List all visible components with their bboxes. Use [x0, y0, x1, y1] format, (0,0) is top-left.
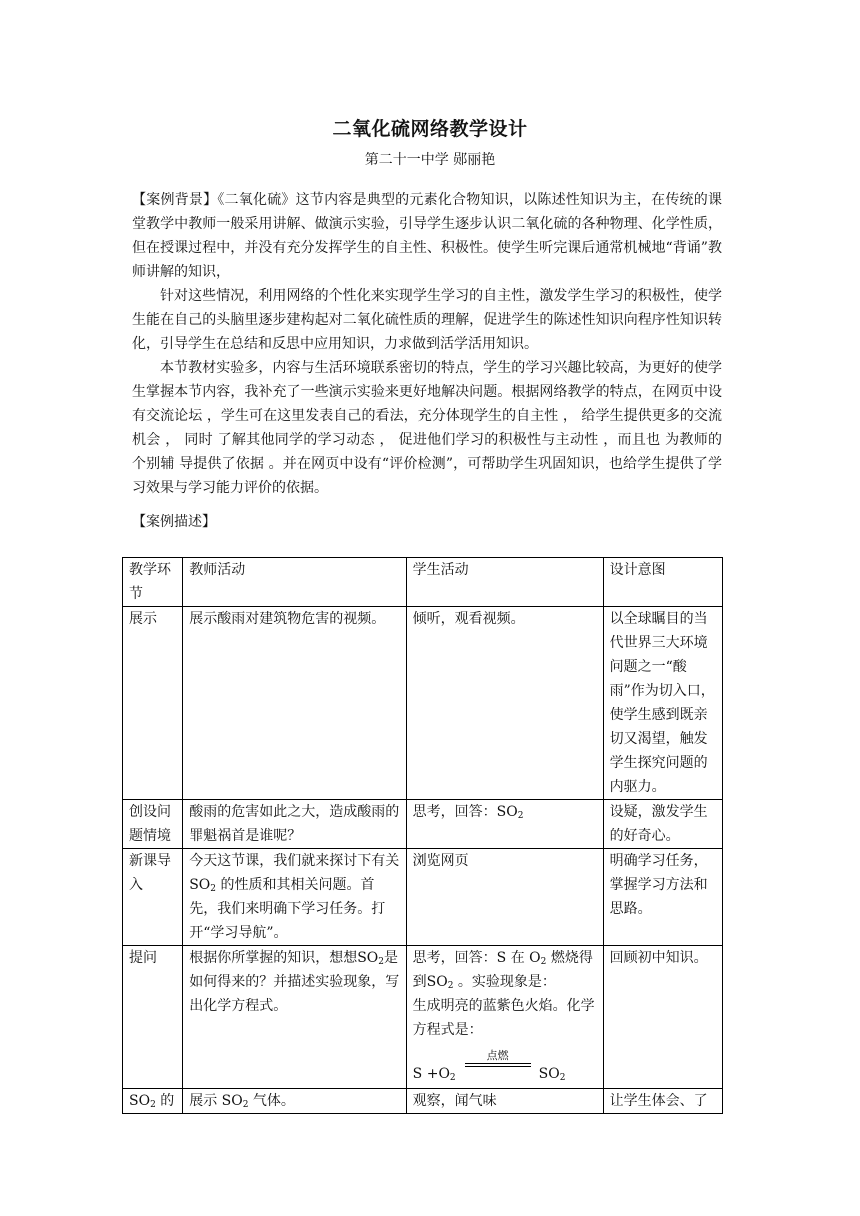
student-cell: [406, 800, 603, 849]
header-teacher: 教师活动: [183, 558, 406, 607]
teacher-cell: 酸雨的危害如此之大，造成酸雨的罪魁祸首是谁呢？: [183, 800, 406, 849]
stage-cell: 创设问题情境: [123, 800, 183, 849]
table-row: [123, 607, 723, 800]
intent-cell: 以全球瞩目的当代世界三大环境问题之一“酸雨”作为切入口，使学生感到既亲切又渴望，触发学生探究问题的内驱力。: [603, 607, 722, 800]
document-title: 二氧化硫网络教学设计: [332, 118, 528, 140]
reaction-condition: 点燃: [486, 1049, 509, 1062]
teacher-cell: [183, 946, 406, 1089]
student-text: 思考，回答：SO: [412, 804, 518, 820]
stage-text: SO: [129, 1093, 151, 1109]
table-row: [123, 946, 723, 1089]
case-background: [132, 188, 722, 500]
equation-arrow: [465, 1050, 531, 1067]
intent-cell: 让学生体会、了: [603, 1089, 722, 1114]
subscript: 2: [150, 1100, 156, 1110]
table-row: [123, 849, 723, 946]
equation-reactants: [413, 1062, 456, 1086]
table-row: [123, 800, 723, 849]
teacher-text: 展示 SO: [189, 1093, 243, 1109]
student-cell: [406, 946, 603, 1089]
subscript: 2: [559, 1073, 566, 1083]
stage-text: 的: [155, 1093, 175, 1109]
student-text: 燃烧得到SO: [412, 950, 593, 990]
paragraph-approach: 针对这些情况，利用网络的个性化来实现学生学习的自主性，激发学生学习的积极性，使学生能在自己的头脑里逐步建构起对二氧化硫性质的理解，促进学生的陈述性知识向程序性知识转化，引导学生在总结和反思中应用知识，力求做到活学活用知识。: [132, 288, 722, 352]
subscript: 2: [242, 1100, 249, 1110]
table-header-row: [123, 558, 723, 607]
paragraph-design: 本节教材实验多，内容与生活环境联系密切的特点，学生的学习兴趣比较高，为更好的使学生掌握本节内容，我补充了一些演示实验来更好地解决问题。根据网络教学的特点，在网页中设有交流论坛 ，学生可在这里发表自己的看法，充分体现学生的自主性 ， 给学生提供更多的交流机会 ， 同时 了解其他同学的学习动态 ， 促进他们学习的积极性与主动性 ，而且也 为教师的个别辅 导提供了依据 。并在网页中设有“评价检测”，可帮助学生巩固知识，也给学生提供了学习效果与学习能力评价的依据。: [132, 360, 722, 496]
student-text: 思考，回答：S 在 O: [412, 950, 541, 966]
reactant-text: S +O: [412, 1066, 450, 1082]
subscript: 2: [378, 957, 385, 967]
subscript: 2: [449, 1073, 456, 1083]
stage-cell: 新课导入: [123, 849, 183, 946]
stage-cell: 展示: [123, 607, 183, 800]
header-student: 学生活动: [406, 558, 603, 607]
subscript: 2: [210, 884, 217, 894]
teacher-text: 的性质和其相关问题。首先，我们来明确下学习任务。打开“学习导航”。: [189, 877, 386, 941]
header-stage: 教学环节: [123, 558, 183, 607]
student-cell: 观察，闻气味: [406, 1089, 603, 1114]
student-cell: 浏览网页: [406, 849, 603, 946]
stage-cell: 提问: [123, 946, 183, 1089]
teacher-cell: [183, 1089, 406, 1114]
student-answer: [413, 946, 597, 994]
header-intent: 设计意图: [603, 558, 722, 607]
intent-cell: 明确学习任务，掌握学习方法和思路。: [603, 849, 722, 946]
chemical-equation: [413, 1050, 597, 1088]
student-observation: 生成明亮的蓝紫色火焰。化学方程式是：: [412, 998, 595, 1038]
subscript: 2: [517, 811, 524, 821]
teacher-text: 气体。: [248, 1093, 295, 1109]
equals-sign: [465, 1063, 531, 1067]
section-label-case-description: 【案例描述】: [132, 514, 216, 530]
lesson-table: [122, 557, 723, 1114]
table-row: [123, 1089, 723, 1114]
product-text: SO: [538, 1066, 560, 1082]
equation-product: [539, 1062, 566, 1086]
subscript: 2: [540, 957, 547, 967]
intent-cell: 设疑，激发学生的好奇心。: [603, 800, 722, 849]
paragraph-background: 【案例背景】《二氧化硫》这节内容是典型的元素化合物知识，以陈述性知识为主，在传统的课堂教学中教师一般采用讲解、做演示实验，引导学生逐步认识二氧化硫的各种物理、化学性质，但在授课过程中，并没有充分发挥学生的自主性、积极性。使学生听完课后通常机械地“背诵”教师讲解的知识，: [132, 192, 722, 280]
author-line: 第二十一中学 郧丽艳: [364, 152, 496, 168]
teacher-cell: 展示酸雨对建筑物危害的视频。: [183, 607, 406, 800]
student-cell: 倾听，观看视频。: [406, 607, 603, 800]
teacher-text: 根据你所掌握的知识，想想SO: [189, 950, 379, 966]
teacher-text: 是如何得来的？并描述实验现象，写出化学方程式。: [189, 950, 400, 1014]
intent-cell: 回顾初中知识。: [603, 946, 722, 1089]
teacher-text: 今天这节课，我们就来探讨下有关SO: [189, 853, 400, 893]
teacher-cell: [183, 849, 406, 946]
stage-cell: [123, 1089, 183, 1114]
student-text: 。实验现象是：: [453, 974, 556, 990]
subscript: 2: [447, 981, 454, 991]
